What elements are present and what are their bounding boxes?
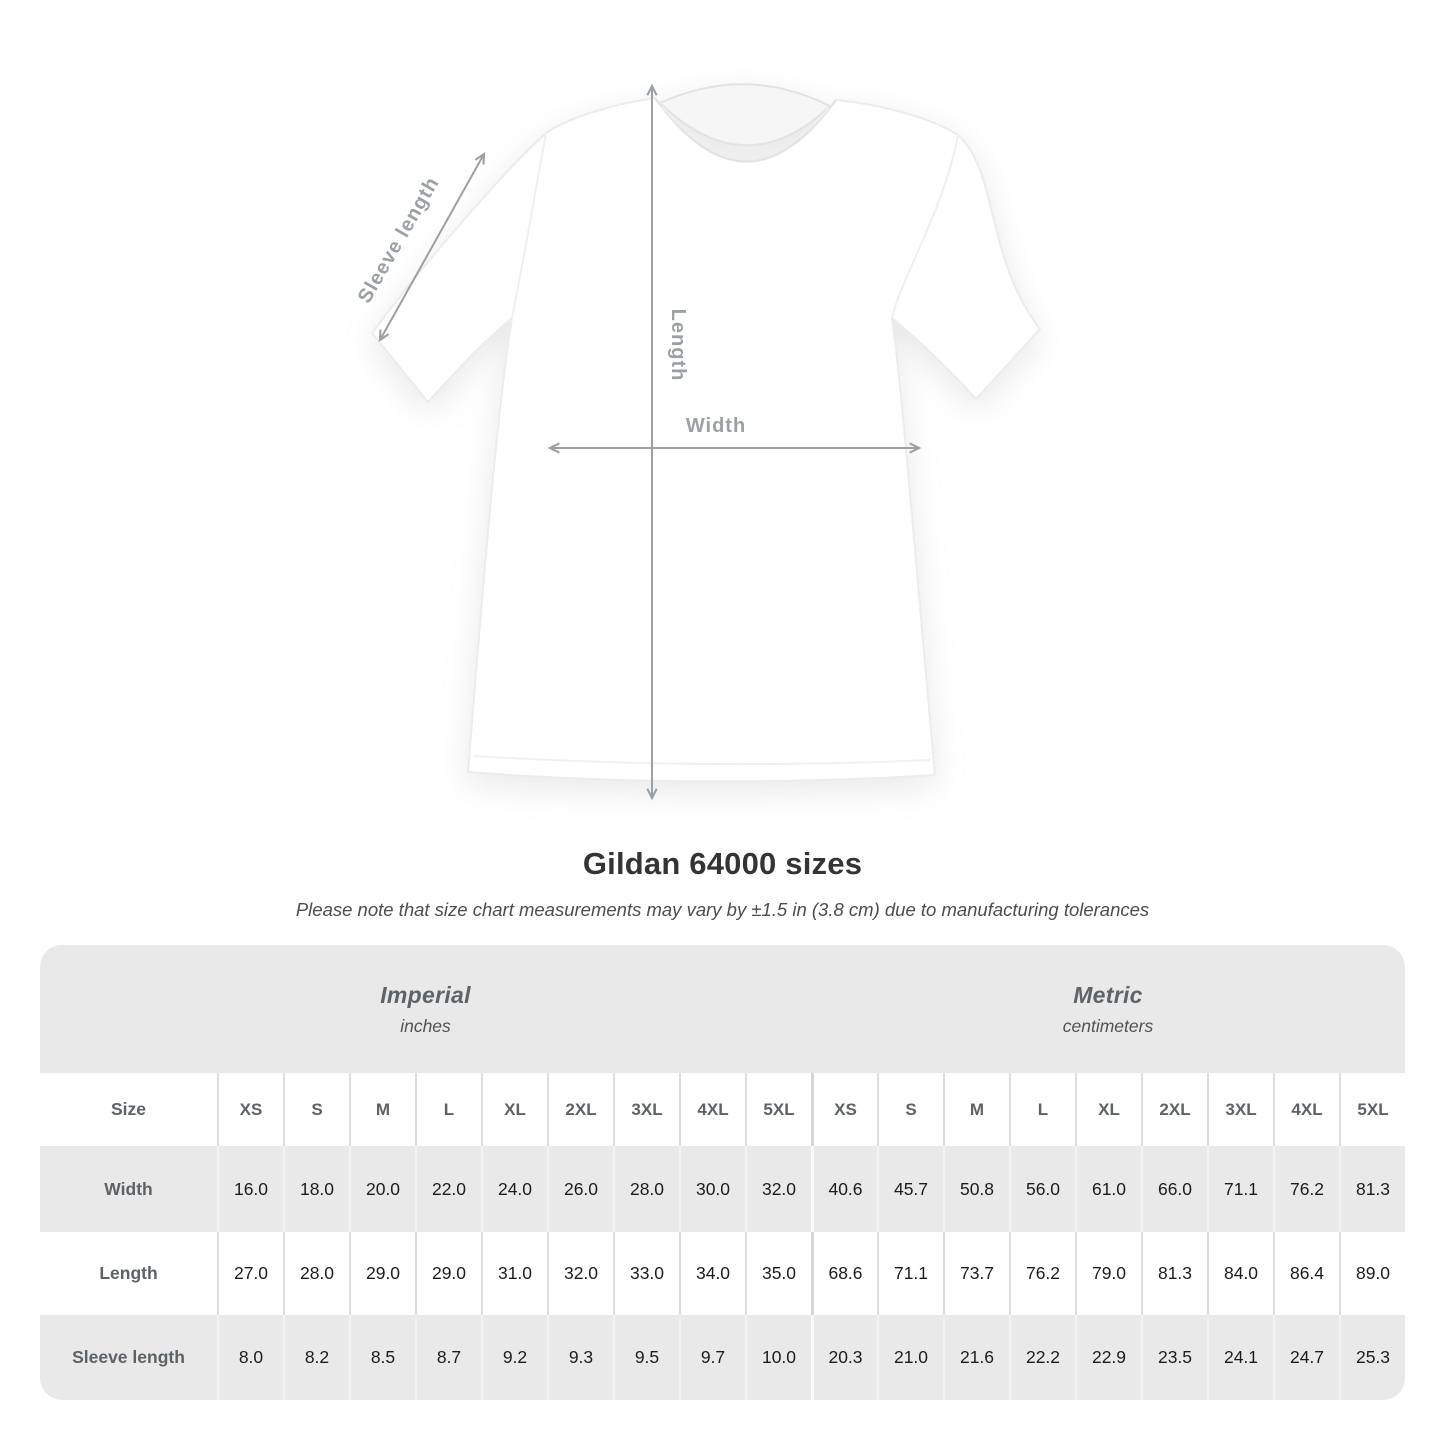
width-label: Width [685,415,747,437]
size-col-header-metric: M [943,1073,1009,1146]
measurement-value-cell: 56.0 [1009,1146,1075,1232]
measurement-value-cell: 24.0 [481,1146,547,1232]
measurement-value-cell: 29.0 [349,1232,415,1315]
size-col-header-metric: XL [1075,1073,1141,1146]
measurement-value-cell: 24.1 [1207,1315,1273,1400]
measurement-value-cell: 28.0 [613,1146,679,1232]
size-col-header-imperial: 4XL [679,1073,745,1146]
measurement-value-cell: 9.3 [547,1315,613,1400]
measurement-value-cell: 25.3 [1339,1315,1405,1400]
measurement-value-cell: 8.7 [415,1315,481,1400]
title-block [0,846,1445,921]
measurement-value-cell: 89.0 [1339,1232,1405,1315]
length-label: Length [667,308,689,382]
measurement-value-cell: 10.0 [745,1315,811,1400]
size-col-header-metric: 5XL [1339,1073,1405,1146]
measurement-value-cell: 35.0 [745,1232,811,1315]
measurement-value-cell: 8.0 [217,1315,283,1400]
size-col-header-imperial: 5XL [745,1073,811,1146]
measurement-value-cell: 50.8 [943,1146,1009,1232]
measurement-value-cell: 71.1 [1207,1146,1273,1232]
size-col-header-imperial: 3XL [613,1073,679,1146]
measurement-value-cell: 26.0 [547,1146,613,1232]
measurement-value-cell: 20.0 [349,1146,415,1232]
measurement-value-cell: 81.3 [1141,1232,1207,1315]
measurement-value-cell: 22.0 [415,1146,481,1232]
measurement-value-cell: 22.9 [1075,1315,1141,1400]
measurement-value-cell: 68.6 [811,1232,877,1315]
size-col-header-metric: L [1009,1073,1075,1146]
size-col-header-imperial: L [415,1073,481,1146]
size-col-header-metric: 2XL [1141,1073,1207,1146]
size-row-label: Size [40,1073,217,1146]
size-col-header-metric: 4XL [1273,1073,1339,1146]
size-col-header-metric: XS [811,1073,877,1146]
measurement-value-cell: 76.2 [1009,1232,1075,1315]
measurement-value-cell: 79.0 [1075,1232,1141,1315]
measurement-value-cell: 18.0 [283,1146,349,1232]
measurement-value-cell: 21.0 [877,1315,943,1400]
measurement-value-cell: 9.2 [481,1315,547,1400]
size-col-header-imperial: M [349,1073,415,1146]
measurement-value-cell: 16.0 [217,1146,283,1232]
imperial-title: Imperial [380,981,471,1008]
size-col-header-metric: S [877,1073,943,1146]
measurement-value-cell: 24.7 [1273,1315,1339,1400]
measurement-value-cell: 9.5 [613,1315,679,1400]
measurement-value-cell: 71.1 [877,1232,943,1315]
measurement-value-cell: 8.2 [283,1315,349,1400]
measurement-value-cell: 21.6 [943,1315,1009,1400]
size-table [40,945,1405,1400]
imperial-header [40,945,811,1073]
measurement-value-cell: 8.5 [349,1315,415,1400]
measurement-value-cell: 73.7 [943,1232,1009,1315]
imperial-unit: inches [400,1015,451,1036]
tolerance-note: Please note that size chart measurements may vary by ±1.5 in (3.8 cm) due to manufacturing tolerances [295,899,1150,920]
metric-header [811,945,1405,1073]
measurement-value-cell: 23.5 [1141,1315,1207,1400]
size-col-header-imperial: XS [217,1073,283,1146]
size-col-header-imperial: XL [481,1073,547,1146]
size-col-header-metric: 3XL [1207,1073,1273,1146]
measurement-value-cell: 66.0 [1141,1146,1207,1232]
size-col-header-imperial: 2XL [547,1073,613,1146]
measurement-value-cell: 86.4 [1273,1232,1339,1315]
metric-title: Metric [1073,981,1143,1008]
measurement-value-cell: 34.0 [679,1232,745,1315]
measurement-value-cell: 45.7 [877,1146,943,1232]
measurement-value-cell: 84.0 [1207,1232,1273,1315]
measurement-value-cell: 28.0 [283,1232,349,1315]
sleeve-length-label: Sleeve length [353,173,444,307]
size-col-header-imperial: S [283,1073,349,1146]
measurement-value-cell: 81.3 [1339,1146,1405,1232]
measurement-row-label: Sleeve length [40,1315,217,1400]
measurement-value-cell: 31.0 [481,1232,547,1315]
measurement-value-cell: 20.3 [811,1315,877,1400]
measurement-value-cell: 40.6 [811,1146,877,1232]
measurement-value-cell: 9.7 [679,1315,745,1400]
measurement-value-cell: 32.0 [745,1146,811,1232]
measurement-value-cell: 22.2 [1009,1315,1075,1400]
measurement-value-cell: 29.0 [415,1232,481,1315]
metric-unit: centimeters [1062,1015,1154,1036]
measurement-value-cell: 76.2 [1273,1146,1339,1232]
measurement-value-cell: 33.0 [613,1232,679,1315]
measurement-row-label: Length [40,1232,217,1315]
measurement-value-cell: 27.0 [217,1232,283,1315]
measurement-value-cell: 30.0 [679,1146,745,1232]
measurement-row-label: Width [40,1146,217,1232]
measurement-value-cell: 61.0 [1075,1146,1141,1232]
page-title: Gildan 64000 sizes [582,846,863,881]
measurement-value-cell: 32.0 [547,1232,613,1315]
